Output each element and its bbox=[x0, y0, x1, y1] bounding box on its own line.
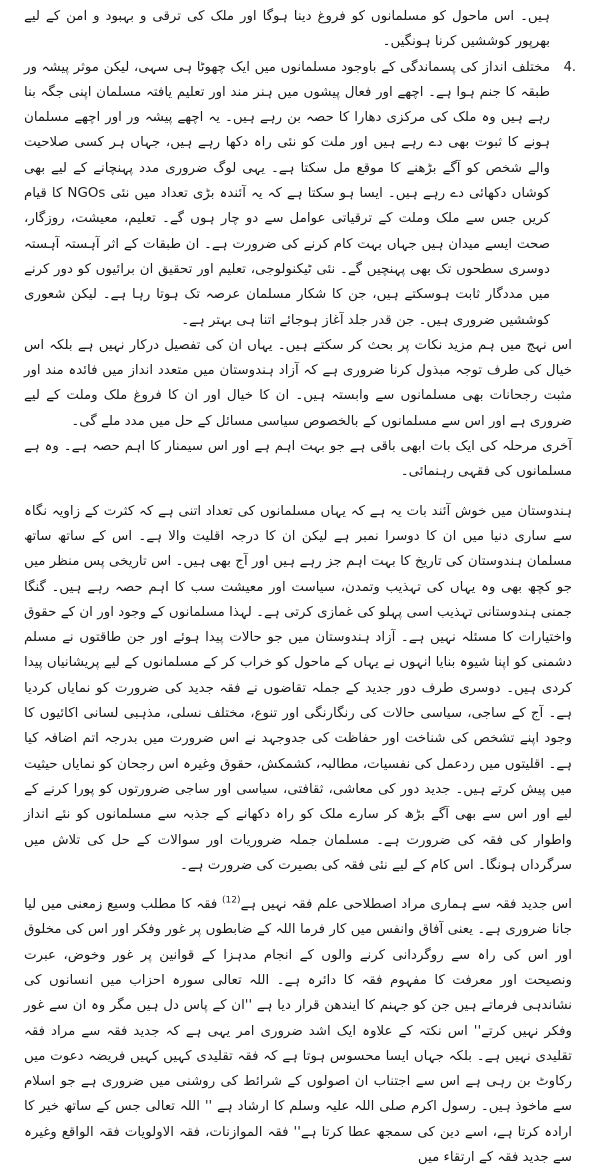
point-4-text: مختلف انداز کی پسماندگی کے باوجود مسلمانوں میں ایک چھوٹا ہی سہی، لیکن موثر پیشہ ور طبقہ کا جنم ہوا ہے۔ اچھے اور فعال پیشوں میں ہنر مند اور تعلیم یافتہ مسلمان اپنی جگہ بنا رہے ہیں وہ ملک کی مرکزی دھارا کا حصہ بن رہے ہیں۔ یہ اچھے پیشہ ور اور اچھے مسلمان ہونے کا ثبوت بھی دے رہے ہیں اور ملت کو نئی راہ دکھا رہے ہیں، جہاں ہر کسی صلاحیت والے شخص کو آگے بڑھنے کا موقع مل سکتا ہے۔ یہی لوگ ضروری مدد پہنچانے کے لیے بھی کوشاں دکھائی دے رہے ہیں۔ ایسا ہو سکتا ہے کہ یہ آئندہ بڑی تعداد میں نئی NGOs کا قیام کریں جس سے ملک وملت کے ترقیاتی عوامل سے دو چار ہوں گے۔ تعلیم، معیشت، روزگار، صحت ایسے میدان ہیں جہاں بہت کام کرنے کی ضرورت ہے۔ ان طبقات کے اثر آہستہ آہستہ دوسری سطحوں تک بھی پہنچیں گے۔ نئی ٹیکنولوجی، تعلیم اور تحقیق ان برائیوں کو دور کرنے میں مددگار ثابت ہوسکتے ہیں، جن کا شکار مسلمان عرصہ تک ہوتا رہا ہے۔ لیکن شعوری کوششیں ضروری ہیں۔ جن قدر جلد آغاز ہوجائے اتنا ہی بہتر ہے۔ bbox=[24, 59, 550, 328]
paragraph-gap bbox=[24, 878, 576, 892]
paragraph-new-fiqh bbox=[24, 892, 576, 1170]
footnote-reference: (12) bbox=[221, 895, 241, 906]
numbered-point-4 bbox=[24, 55, 576, 333]
paragraph-further-points: اس نہج میں ہم مزید نکات پر بحث کر سکتے ہیں۔ یہاں ان کی تفصیل درکار نہیں ہے بلکہ اس خیال کی طرف توجہ مبذول کرنا ضروری ہے کہ آزاد ہندوستان میں متعدد انداز میں فائدہ مند اور مثبت رجحانات بھی مسلمانوں سے وابستہ ہیں۔ ان کا خیال اور ان کا فروغ ملک وملت کے لیے ضروری ہے اور اس سے مسلمانوں کے بالخصوص سیاسی مسائل کے حل میں مدد ملے گی۔ bbox=[24, 337, 572, 429]
paragraph-india-muslims: ہندوستان میں خوش آئند بات یہ ہے کہ یہاں مسلمانوں کی تعداد اتنی ہے کہ کثرت کے زاویہ نگاہ سے ساری دنیا میں ان کا دوسرا نمبر ہے لیکن ان کا درجہ اقلیت والا ہے۔ اس کے ساتھ ساتھ مسلمان ہندوستان کی تاریخ کا بہت اہم جز رہے ہیں اور آج بھی ہیں۔ اس تاریخی پس منظر میں جو کچھ بھی وہ یہاں کی تہذیب وتمدن، سیاست اور معیشت سب کا اہم حصہ رہے ہیں۔ گنگا جمنی ہندوستانی تہذیب اسی پہلو کی غمازی کرتی ہے۔ لہذا مسلمانوں کے وجود اور ان کے حقوق واختیارات کا مسئلہ نہیں ہے۔ آزاد ہندوستان میں جو حالات پیدا ہوئے اور جن طاقتوں نے مسلم دشمنی کو اپنا شیوہ بنایا انہوں نے یہاں کے ماحول کو خراب کر کے مسلمانوں کے لیے پریشانیاں پیدا کردی ہیں۔ دوسری طرف دور جدید کے جملہ تقاضوں نے فقہ جدید کی ضرورت کو نمایاں کردیا ہے۔ آج کے ساجی، سیاسی حالات کی رنگارنگی اور تنوع، مختلف نسلی، مذہبی لسانی اکائیوں کا وجود اپنے تشخص کی شناخت اور حفاظت کی جدوجہد نے اس ضرورت میں بدرجہ اتم اضافہ کیا ہے۔ اقلیتوں میں ردعمل کی نفسیات، مطالبہ، کشمکش، حقوق وغیرہ اس رجحان کو نمایاں حیثیت میں پیش کرتے ہیں۔ جدید دور کی معاشی، ثقافتی، سیاسی اور ساجی ضرورتوں کو پورا کرنے کے لیے اور اس سے بھی آگے بڑھ کر سارے ملک کو راہ دکھانے کے جذبہ سے مسلمانوں کو نئے انداز واطوار کی فقہ کی ضرورت ہے۔ مسلمان جملہ ضروریات اور سوالات کے حل کی تلاش میں سرگرداں ہونگا۔ اس کام کے لیے نئی فقہ کی بصیرت کی ضرورت ہے۔ bbox=[24, 503, 572, 873]
paragraph-continuation: ہیں۔ اس ماحول کو مسلمانوں کو فروغ دینا ہوگا اور ملک کی ترقی و بہبود و امن کے لیے بھرپور کوششیں کرنا ہونگیں۔ bbox=[24, 9, 550, 50]
point-number: 4. bbox=[563, 59, 576, 75]
new-fiqh-text-start: اس جدید فقہ سے ہماری مراد اصطلاحی علم فقہ نہیں ہے bbox=[240, 897, 573, 913]
paragraph-final-stage: آخری مرحلہ کی ایک بات ابھی باقی ہے جو بہت اہم ہے اور اس سیمنار کا اہم حصہ ہے۔ وہ ہے مسلمانوں کی فقہی رہنمائی۔ bbox=[24, 439, 572, 480]
new-fiqh-text-rest: فقہ کا مطلب وسیع زمعنی میں لیا جانا ضروری ہے۔ یعنی آفاق وانفس میں کار فرما اللہ کے ضابطوں پر غور وفکر اور اس کی مخلوق اور اس کی راہ سے روگردانی کرنے والوں کے انجام مدہزا کے قوانین پر غور وخوض، عبرت ونصیحت اور معرفت کا مفہوم فقہ کا دائرہ ہے۔ اللہ تعالی سورہ احزاب میں انسانوں کی نشاندہی فرماتے ہیں جن کو جہنم کا ایندھن قرار دیا ہے ''ان کے پاس دل ہیں مگر وہ ان سے غور وفکر نہیں کرتے'' اس نکتہ کے علاوہ ایک اشد ضروری امر یہی ہے کہ جدید فقہ سے مراد فقہ تقلیدی نہیں ہے۔ بلکہ جہاں ایسا محسوس ہوتا ہے کہ فقہ تقلیدی کہیں کہیں فریضہ دعوت میں رکاوٹ بن رہی ہے اس سے اجتناب ان اصولوں کے شرائط کی روشنی میں ضروری ہے جو اسلام سے ماخوذ ہیں۔ رسول اکرم صلی اللہ علیہ وسلم کا ارشاد ہے '' اللہ تعالی جس کے ساتھ خیر کا ارادہ کرتا ہے، اسے دین کی سمجھ عطا کرتا ہے'' فقہ الموازنات، فقہ الاولویات فقہ الواقع وغیرہ سے جدید فقہ کے ارتقاء میں bbox=[24, 897, 572, 1166]
paragraph-gap bbox=[24, 485, 576, 499]
